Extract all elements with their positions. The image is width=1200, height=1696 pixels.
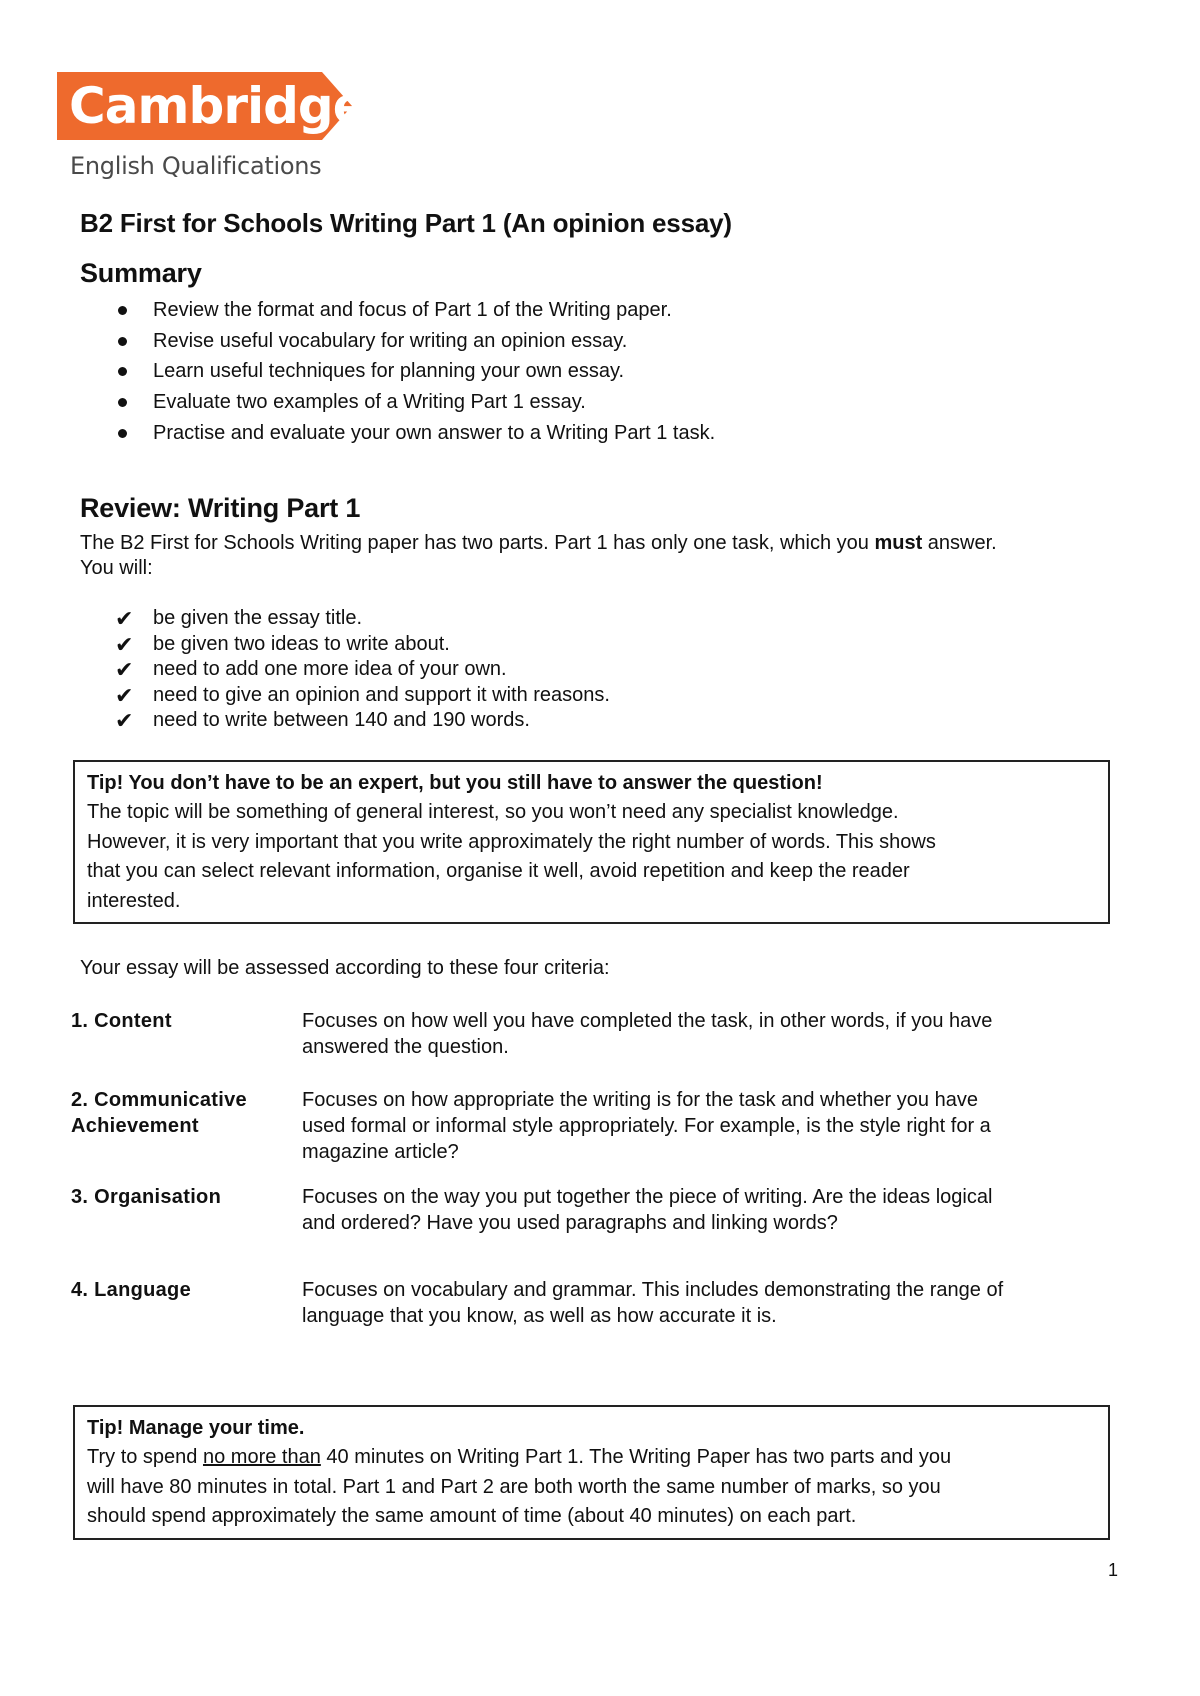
criterion-label-communicative: 2. Communicative Achievement — [71, 1089, 247, 1137]
checklist-item: ✔ need to give an opinion and support it with reasons. — [115, 682, 610, 708]
criterion-label-language: 4. Language — [71, 1279, 191, 1301]
logo-wordmark: Cambridge — [69, 77, 366, 135]
tip-line: The topic will be something of general interest, so you won’t need any specialist knowledge. — [87, 801, 899, 823]
bullet-icon — [118, 429, 127, 438]
tip-line: that you can select relevant information, organise it well, avoid repetition and keep the reader — [87, 860, 910, 882]
summary-item: Revise useful vocabulary for writing an opinion essay. — [115, 326, 715, 357]
review-checklist — [115, 606, 610, 734]
summary-item: Learn useful techniques for planning your own essay. — [115, 356, 715, 387]
checkmark-icon: ✔ — [115, 631, 134, 657]
criterion-desc-content: Focuses on how well you have completed the task, in other words, if you have answered the question. — [302, 1010, 993, 1058]
tip-box-expert — [73, 760, 1110, 924]
checklist-item: ✔ be given two ideas to write about. — [115, 631, 450, 657]
checkmark-icon: ✔ — [115, 606, 134, 631]
summary-item: Practise and evaluate your own answer to a Writing Part 1 task. — [115, 418, 715, 449]
criterion-desc-communicative: Focuses on how appropriate the writing is for the task and whether you have used formal or informal style appropriately. For example, is the style right for a magazine article? — [302, 1089, 991, 1163]
checklist-item: ✔ be given the essay title. — [115, 606, 363, 631]
page-number: 1 — [1108, 1560, 1119, 1580]
bullet-icon — [118, 306, 127, 315]
checklist-item: ✔ need to write between 140 and 190 words. — [115, 708, 530, 734]
tip-box-time — [73, 1405, 1110, 1540]
summary-heading: Summary — [80, 258, 202, 288]
summary-list — [115, 295, 715, 448]
bullet-icon — [118, 398, 127, 407]
criterion-label-organisation: 3. Organisation — [71, 1186, 222, 1208]
criteria-intro: Your essay will be assessed according to these four criteria: — [80, 957, 610, 979]
tip-line: Try to spend no more than 40 minutes on Writing Part 1. The Writing Paper has two parts and you — [87, 1446, 952, 1468]
document-title: B2 First for Schools Writing Part 1 (An opinion essay) — [80, 208, 732, 238]
criterion-label-content: 1. Content — [71, 1010, 172, 1032]
tip-title: Tip! Manage your time. — [87, 1417, 305, 1439]
tip-title: Tip! You don’t have to be an expert, but you still have to answer the question! — [87, 772, 823, 794]
tip-line: will have 80 minutes in total. Part 1 and Part 2 are both worth the same number of marks, so you — [87, 1475, 941, 1498]
review-heading: Review: Writing Part 1 — [80, 493, 361, 523]
bullet-icon — [118, 337, 127, 346]
checkmark-icon: ✔ — [115, 708, 134, 734]
logo-subtitle: English Qualifications — [70, 152, 322, 180]
criterion-desc-language: Focuses on vocabulary and grammar. This includes demonstrating the range of language that you know, as well as how accurate it is. — [302, 1279, 1004, 1327]
tip-line: However, it is very important that you write approximately the right number of words. This shows — [87, 830, 936, 853]
summary-item: Evaluate two examples of a Writing Part 1 essay. — [115, 387, 715, 418]
cambridge-logo — [57, 72, 366, 140]
criterion-desc-organisation: Focuses on the way you put together the piece of writing. Are the ideas logical and ordered? Have you used paragraphs and linking words? — [302, 1186, 993, 1234]
bullet-icon — [118, 367, 127, 376]
checkmark-icon: ✔ — [115, 657, 134, 683]
checklist-item: ✔ need to add one more idea of your own. — [115, 657, 507, 683]
checkmark-icon: ✔ — [115, 682, 134, 708]
tip-line: should spend approximately the same amount of time (about 40 minutes) on each part. — [87, 1505, 857, 1527]
summary-item: Review the format and focus of Part 1 of the Writing paper. — [115, 295, 715, 326]
tip-line: interested. — [87, 889, 181, 912]
review-intro: The B2 First for Schools Writing paper has two parts. Part 1 has only one task, which you must answer. You will: — [80, 532, 997, 579]
